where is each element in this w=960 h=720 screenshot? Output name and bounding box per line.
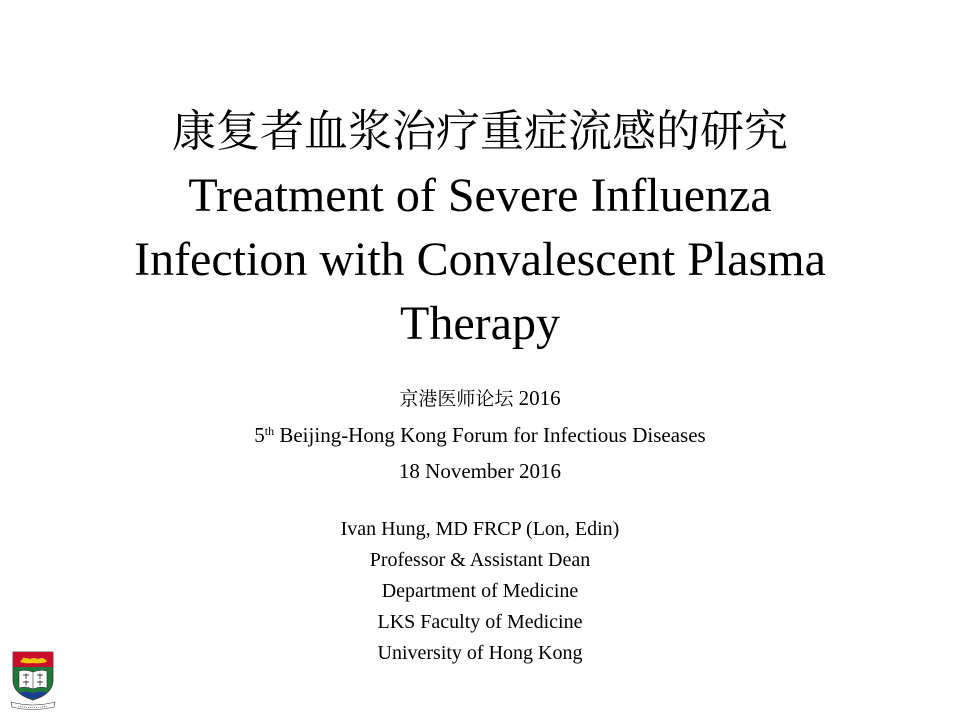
- edition-number: 5: [254, 423, 265, 447]
- event-date: 18 November 2016: [398, 459, 562, 483]
- event-info: [80, 380, 880, 489]
- author-department: Department of Medicine: [381, 580, 579, 602]
- english-title-line: Infection with Convalescent Plasma: [134, 233, 826, 286]
- author-university: University of Hong Kong: [377, 642, 583, 664]
- author-faculty: LKS Faculty of Medicine: [377, 611, 583, 633]
- author-position: Professor & Assistant Dean: [369, 549, 591, 571]
- chinese-title: 康复者血浆治疗重症流感的研究: [172, 106, 788, 157]
- english-title-line: Therapy: [400, 297, 560, 350]
- english-title-line: Treatment of Severe Influenza: [188, 169, 772, 222]
- author-info: [80, 514, 880, 669]
- event-forum-line: [80, 417, 880, 453]
- author-name: Ivan Hung, MD FRCP (Lon, Edin): [340, 518, 620, 540]
- forum-name: Beijing-Hong Kong Forum for Infectious Diseases: [279, 423, 706, 447]
- event-chinese-name: 京港医师论坛: [399, 388, 514, 410]
- edition-suffix: th: [264, 424, 275, 438]
- event-chinese-line: [80, 380, 880, 417]
- university-crest-icon: [10, 650, 56, 710]
- title-block: [40, 100, 920, 356]
- english-title: [40, 164, 920, 356]
- event-year: 2016: [518, 386, 561, 410]
